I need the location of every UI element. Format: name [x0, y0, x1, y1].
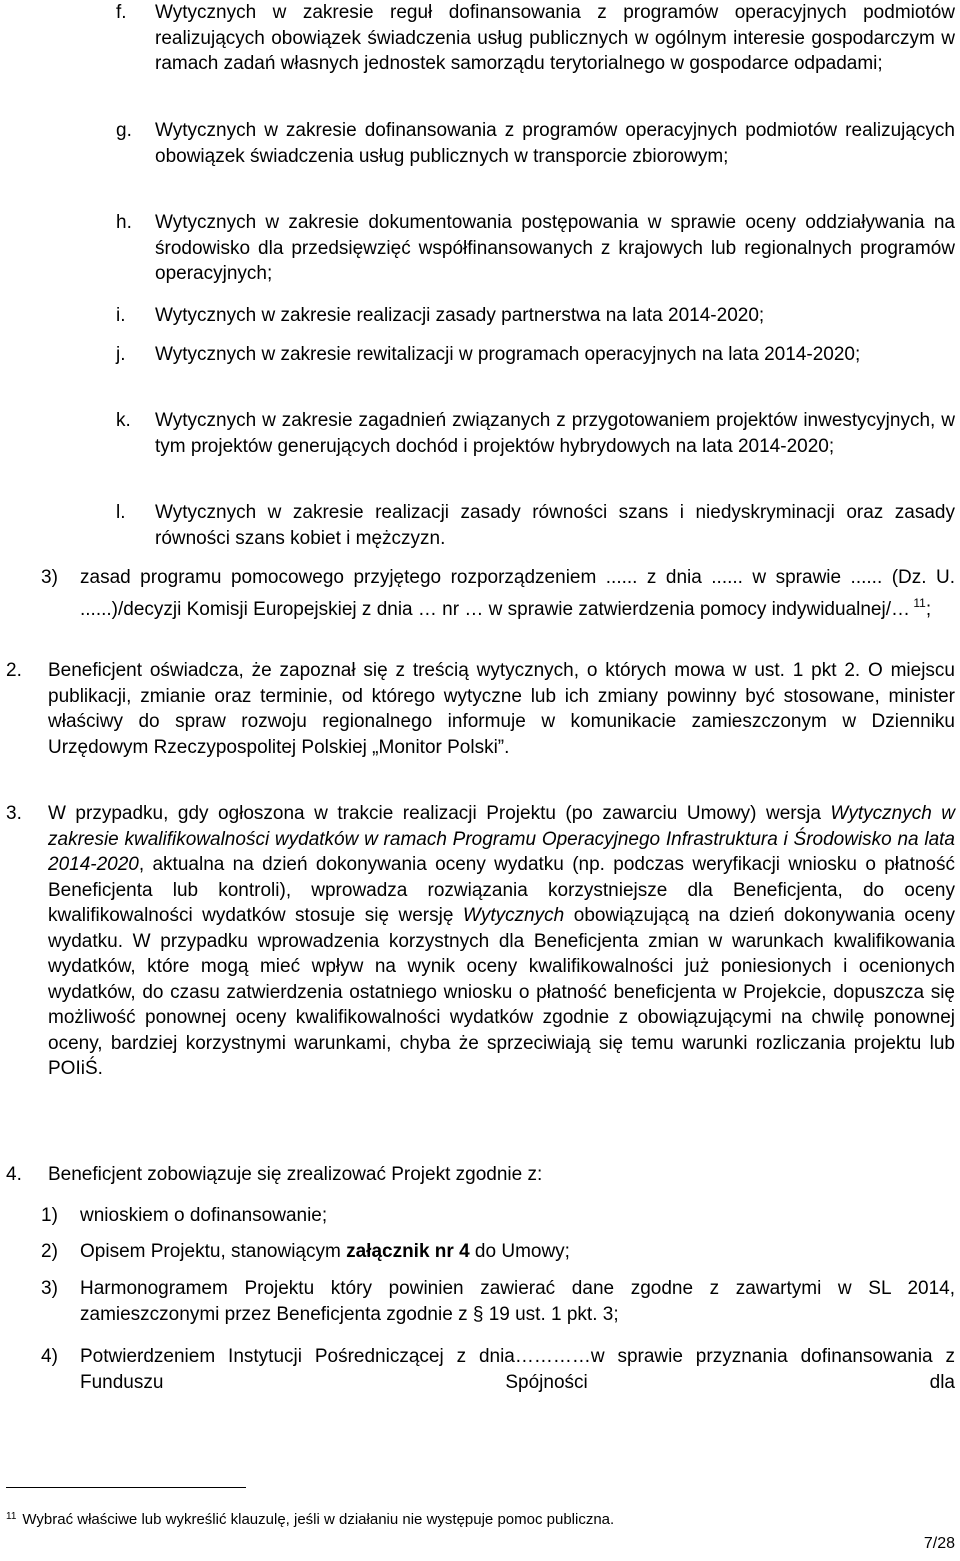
section-3-text: W przypadku, gdy ogłoszona w trakcie realizacji Projektu (po zawarciu Umowy) wersja Wytycznych w zakresie kwalifikowalności wydatków w ramach Programu Operacyjnego Infrastruktura i Środowisko na lata 2014-2020, aktualna na dzień dokonywania oceny wydatku (np. podczas weryfikacji wniosku o płatność Beneficjenta lub kontroli), wprowadza rozwiązania korzystniejsze dla Beneficjenta, do oceny kwalifikowalności wydatków stosuje się wersję Wytycznych obowiązującą na dzień dokonywania oceny wydatku. W przypadku wprowadzenia korzystnych dla Beneficjenta zmian w warunkach kwalifikowania wydatków, które mogą mieć wpływ na wynik oceny kwalifikowalności już poniesionych i ocenionych wydatków, do czasu zatwierdzenia ostatniego wniosku o płatność beneficjenta w Projekcie, dopuszcza się możliwość ponownej oceny kwalifikowalności wydatków zgodnie z obowiązującymi na chwilę ponownej oceny, bardziej korzystnymi warunkami, chyba że sprzeciwiają się temu warunki rozliczania projektu lub POIiŚ. [48, 803, 955, 1079]
footnote-text: Wybrać właściwe lub wykreślić klauzulę, jeśli w działaniu nie występuje pomoc publiczna. [22, 1511, 615, 1528]
list-item-i: Wytycznych w zakresie realizacji zasady partnerstwa na lata 2014-2020; [155, 305, 765, 326]
point-3-body: zasad programu pomocowego przyjętego rozporządzeniem ...... z dnia ...... w sprawie ...... (Dz. U. ......)/decyzji Komisji Europejskiej z dnia … nr … w sprawie zatwierdzenia pomocy indywidualnej/… [80, 567, 955, 620]
point-marker-4-1: 1) [41, 1205, 58, 1226]
list-marker-l: l. [116, 502, 126, 523]
footnote-ref: 11 [913, 595, 926, 610]
footnote [6, 1507, 614, 1530]
list-marker-g: g. [116, 120, 132, 141]
list-marker-j: j. [116, 344, 126, 365]
page-number: 7/28 [923, 1535, 955, 1552]
point-marker-4-4: 4) [41, 1346, 58, 1367]
point-4-3-text: Harmonogramem Projektu który powinien zawierać dane zgodne z zawartymi w SL 2014, zamieszczonymi przez Beneficjenta zgodnie z § 19 ust. 1 pkt. 3; [80, 1278, 955, 1325]
guidelines-ref: Wytycznych [462, 905, 565, 926]
point-marker-3: 3) [41, 567, 58, 588]
list-marker-h: h. [116, 212, 132, 233]
point-3-text [80, 565, 955, 622]
point-marker-4-3: 3) [41, 1278, 58, 1299]
list-item-g: Wytycznych w zakresie dofinansowania z programów operacyjnych podmiotów realizujących obowiązek świadczenia usług publicznych w transporcie zbiorowym; [155, 120, 955, 167]
point-marker-4-2: 2) [41, 1241, 58, 1262]
list-item-f: Wytycznych w zakresie reguł dofinansowania z programów operacyjnych podmiotów realizujących obowiązek świadczenia usług publicznych w ogólnym interesie gospodarczym w ramach zadań własnych jednostek samorządu terytorialnego w gospodarce odpadami; [155, 2, 955, 74]
point-4-1-text: wnioskiem o dofinansowanie; [80, 1205, 328, 1226]
list-marker-f: f. [116, 2, 127, 23]
list-item-j: Wytycznych w zakresie rewitalizacji w programach operacyjnych na lata 2014-2020; [155, 344, 861, 365]
section-marker-2: 2. [6, 660, 22, 681]
footnote-number: 11 [6, 1511, 17, 1522]
section-4-text: Beneficjent zobowiązuje się zrealizować Projekt zgodnie z: [48, 1164, 543, 1185]
point-3-end: ; [925, 598, 932, 620]
section-marker-4: 4. [6, 1164, 22, 1185]
section-2-text: Beneficjent oświadcza, że zapoznał się z treścią wytycznych, o których mowa w ust. 1 pkt 2. O miejscu publikacji, zmianie oraz terminie, od którego wytyczne lub ich zmiany powinny być stosowane, minister właściwy do spraw rozwoju regionalnego informuje w komunikacie zamieszczonym w Dzienniku Urzędowym Rzeczypospolitej Polskiej „Monitor Polski”. [48, 660, 955, 758]
footnote-separator [6, 1487, 246, 1488]
list-item-h: Wytycznych w zakresie dokumentowania postępowania w sprawie oceny oddziaływania na środowisko dla przedsięwzięć współfinansowanych z krajowych lub regionalnych programów operacyjnych; [155, 212, 955, 284]
section-marker-3: 3. [6, 803, 22, 824]
point-4-4-text: Potwierdzeniem Instytucji Pośredniczącej z dnia…………w sprawie przyznania dofinansowania z Funduszu Spójności dla [80, 1346, 955, 1393]
list-item-l: Wytycznych w zakresie realizacji zasady równości szans i niedyskryminacji oraz zasady równości szans kobiet i mężczyzn. [155, 502, 955, 549]
point-4-2-text: Opisem Projektu, stanowiącym załącznik nr 4 do Umowy; [80, 1241, 570, 1262]
attachment-ref: załącznik nr 4 [346, 1241, 470, 1262]
list-item-k: Wytycznych w zakresie zagadnień związanych z przygotowaniem projektów inwestycyjnych, w tym projektów generujących dochód i projektów hybrydowych na lata 2014-2020; [155, 410, 955, 457]
guidelines-title: Wytycznych w zakresie kwalifikowalności wydatków w ramach Programu Operacyjnego Infrastruktura i Środowisko na lata 2014-2020 [48, 803, 955, 875]
list-marker-i: i. [116, 305, 126, 326]
list-marker-k: k. [116, 410, 131, 431]
